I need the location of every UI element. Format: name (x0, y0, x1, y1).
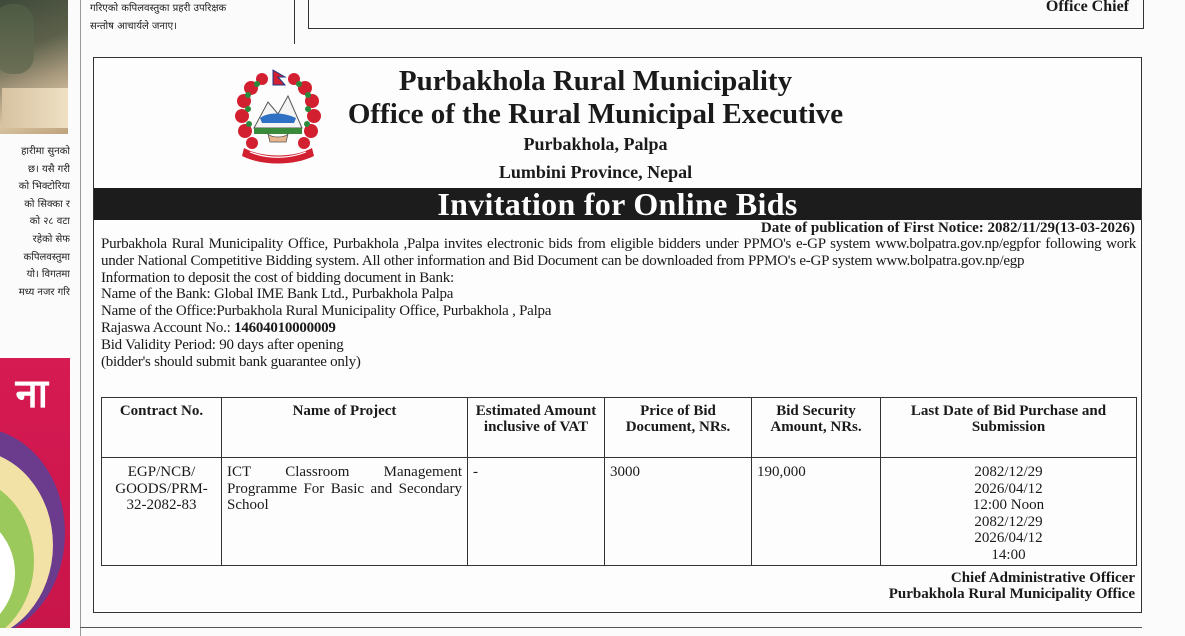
left-text-line: मध्य नजर गरि (18, 286, 70, 298)
municipality-title: Purbakhola Rural Municipality (398, 65, 793, 97)
date-line: 2082/12/29 (974, 513, 1043, 530)
table-row (102, 458, 1137, 566)
header-project: Name of Project (222, 398, 468, 458)
cell-dates (881, 458, 1137, 566)
header-last-date: Last Date of Bid Purchase and Submission (881, 398, 1137, 458)
cell-project: ICT Classroom Management Programme For Basic and Secondary School (222, 458, 468, 566)
signature-office: Purbakhola Rural Municipality Office (888, 586, 1135, 602)
header-estimated: Estimated Amount inclusive of VAT (468, 398, 605, 458)
info-line: Name of the Office:Purbakhola Rural Municipality Office, Purbakhola , Palpa (101, 303, 552, 320)
left-column-text (0, 143, 70, 301)
bottom-rule (80, 627, 1142, 628)
left-text-line: हारीमा सुनको (21, 146, 70, 157)
signature-title: Chief Administrative Officer (950, 570, 1135, 586)
validity-line: Bid Validity Period: 90 days after opening (101, 336, 344, 353)
validity-note: (bidder's should submit bank guarantee only) (101, 353, 361, 370)
header-contract-no: Contract No. (102, 398, 222, 458)
advertisement (0, 358, 70, 628)
ad-heading: ना (15, 371, 48, 417)
news-photo (0, 0, 68, 134)
left-text-line: को सिक्का र (24, 198, 70, 210)
bid-notice (93, 57, 1142, 613)
date-line: 2026/04/12 (974, 480, 1043, 497)
office-chief-label: Office Chief (1045, 0, 1129, 15)
notice-banner (94, 188, 1141, 220)
top-divider (294, 0, 295, 44)
account-number: 14604010000009 (234, 319, 336, 336)
cell-contract-no: EGP/NCB/ GOODS/PRM-32-2082-83 (102, 458, 222, 566)
left-newspaper-column (0, 0, 80, 636)
account-label: Rajaswa Account No.: (101, 319, 235, 336)
info-line: Information to deposit the cost of bidding document in Bank: (101, 269, 454, 286)
invitation-paragraph: Purbakhola Rural Municipality Office, Purbakhola ,Palpa invites electronic bids from eligible bidders under PPMO's e-GP system www.bolpatra.gov.np/egpfor following work under National Competitive Bidding system. All other information and Bid Document can be downloaded from PPMO's e-GP system www.bolpatra.gov.np/egp (101, 236, 1136, 269)
left-text-line: छ। यसै गरी (27, 163, 70, 175)
publication-date: Date of publication of First Notice: 2082/11/29(13-03-2026) (760, 220, 1135, 236)
account-line (101, 320, 1136, 337)
location-title: Purbakhola, Palpa (523, 134, 668, 154)
date-line: 12:00 Noon (972, 497, 1045, 513)
office-title: Office of the Rural Municipal Executive (347, 98, 844, 130)
date-line: 14:00 (991, 546, 1026, 563)
notice-body (101, 236, 1136, 370)
left-text-line: कपिलवस्तुमा (23, 251, 70, 263)
date-line: 2026/04/12 (974, 530, 1043, 546)
header-security: Bid Security Amount, NRs. (752, 398, 881, 458)
cell-estimated: - (468, 458, 605, 566)
previous-notice-box (308, 0, 1144, 29)
table-header-row (102, 398, 1137, 458)
info-line: Name of the Bank: Global IME Bank Ltd., Purbakhola Palpa (101, 286, 454, 303)
top-news-text (90, 0, 290, 36)
banner-title: Invitation for Online Bids (437, 186, 798, 222)
left-text-line: रहेको सेफ (32, 233, 70, 245)
header-price: Price of Bid Document, NRs. (605, 398, 752, 458)
cell-security: 190,000 (752, 458, 881, 566)
top-news-line: गरिएको कपिलवस्तुका प्रहरी उपरिक्षक (90, 3, 227, 14)
cell-price: 3000 (605, 458, 752, 566)
left-text-line: यो। विगतमा (26, 269, 70, 281)
left-text-line: को २८ वटा (29, 216, 70, 228)
date-line: 2082/12/29 (974, 464, 1043, 480)
top-news-line: सन्तोष आचार्यले जनाए। (90, 21, 177, 32)
bid-table (101, 397, 1137, 566)
province-title: Lumbini Province, Nepal (498, 162, 693, 182)
left-text-line: को भिक्टोरिया (18, 181, 70, 193)
